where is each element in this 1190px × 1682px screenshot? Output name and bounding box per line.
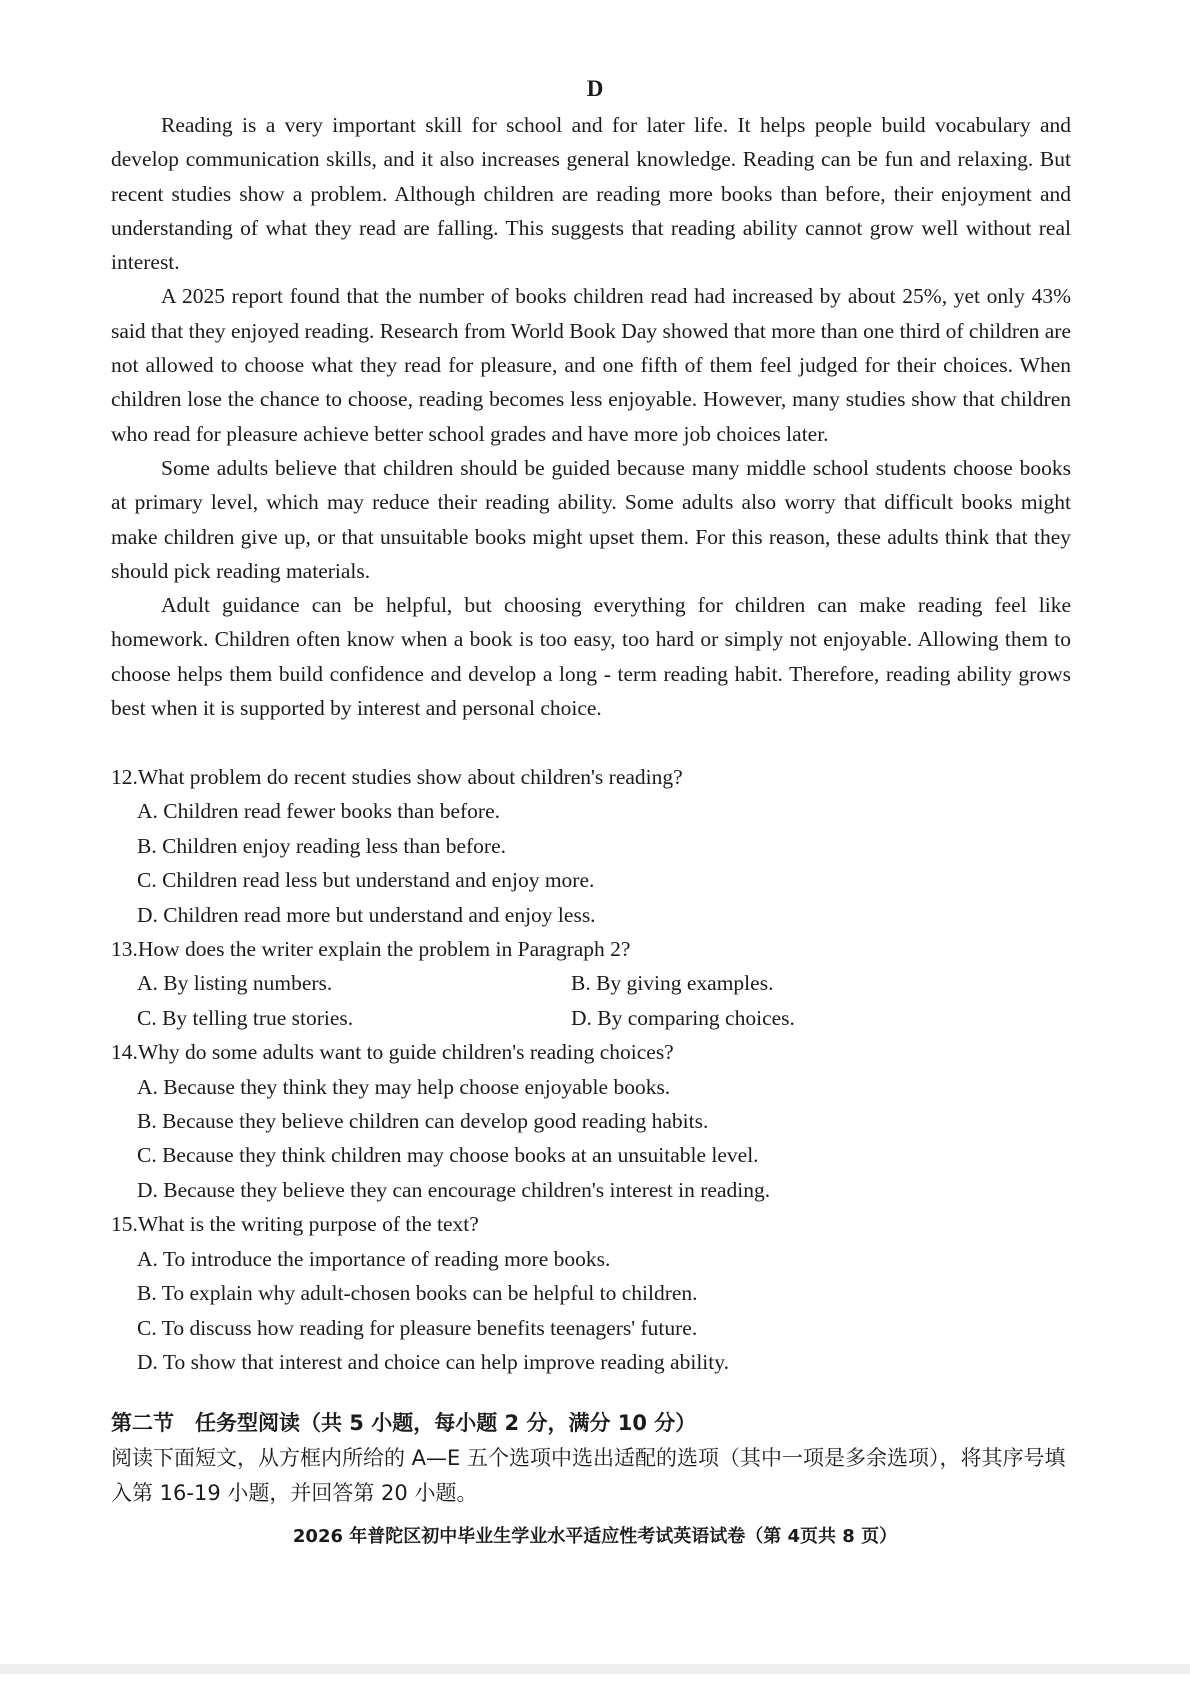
option-a: A. Children read fewer books than before. [137, 799, 500, 824]
option-d: D. By comparing choices. [571, 1005, 795, 1030]
section-2-instructions: 阅读下面短文，从方框内所给的 A—E 五个选项中选出适配的选项（其中一项是多余选项），将其序号填入第 16-19 小题，并回答第 20 小题。 [111, 1446, 1066, 1505]
option-b: B. By giving examples. [571, 971, 774, 996]
question-13 [111, 932, 1071, 1035]
question-stem: 15.What is the writing purpose of the text? [111, 1212, 479, 1237]
question-stem: 13.How does the writer explain the problem in Paragraph 2? [111, 937, 631, 962]
option-row [137, 1001, 1071, 1035]
option-d: D. To show that interest and choice can help improve reading ability. [137, 1349, 729, 1374]
option-c: C. To discuss how reading for pleasure benefits teenagers' future. [137, 1315, 698, 1340]
section-2 [111, 1406, 1071, 1511]
question-15 [111, 1207, 1071, 1379]
section-2-heading: 第二节 任务型阅读（共 5 小题，每小题 2 分，满分 10 分） [111, 1411, 697, 1435]
scan-edge [0, 1664, 1190, 1674]
page-footer: 2026 年普陀区初中毕业生学业水平适应性考试英语试卷（第 4页共 8 页） [292, 1526, 898, 1547]
option-a: A. To introduce the importance of reading more books. [137, 1246, 611, 1271]
option-b: B. Children enjoy reading less than before. [137, 833, 506, 858]
passage-paragraph-1: Reading is a very important skill for school and for later life. It helps people build vocabulary and develop communication skills, and it also increases general knowledge. Reading can be fun and relaxing. But recent studies show a problem. Although children are reading more books than before, their enjoyment and understanding of what they read are falling. This suggests that reading ability cannot grow well without real interest. [111, 113, 1071, 275]
question-stem: 14.Why do some adults want to guide children's reading choices? [111, 1040, 674, 1065]
passage-paragraph-4: Adult guidance can be helpful, but choosing everything for children can make reading feel like homework. Children often know when a book is too easy, too hard or simply not enjoyable. Allowing them to choose helps them build confidence and develop a long - term reading habit. Therefore, reading ability grows best when it is supported by interest and personal choice. [111, 593, 1071, 721]
option-d: D. Because they believe they can encourage children's interest in reading. [137, 1177, 771, 1202]
option-b: B. To explain why adult-chosen books can be helpful to children. [137, 1281, 698, 1306]
question-list [111, 760, 1071, 1379]
option-a: A. Because they think they may help choose enjoyable books. [137, 1074, 671, 1099]
question-stem: 12.What problem do recent studies show about children's reading? [111, 765, 683, 789]
question-12 [111, 760, 1071, 932]
reading-passage [111, 108, 1071, 725]
option-c: C. Children read less but understand and enjoy more. [137, 868, 595, 893]
passage-paragraph-3: Some adults believe that children should be guided because many middle school students choose books at primary level, which may reduce their reading ability. Some adults also worry that difficult books might make children give up, or that unsuitable books might upset them. For this reason, these adults think that they should pick reading materials. [111, 455, 1071, 583]
passage-paragraph-2: A 2025 report found that the number of books children read had increased by about 25%, yet only 43% said that they enjoyed reading. Research from World Book Day showed that more than one third of children are not allowed to choose what they read for pleasure, and one fifth of them feel judged for their choices. When children lose the chance to choose, reading becomes less enjoyable. However, many studies show that children who read for pleasure achieve better school grades and have more job choices later. [111, 284, 1071, 446]
option-c: C. By telling true stories. [137, 1005, 354, 1030]
section-letter: D [586, 76, 604, 101]
option-c: C. Because they think children may choose books at an unsuitable level. [137, 1143, 759, 1168]
question-14 [111, 1035, 1071, 1207]
option-b: B. Because they believe children can develop good reading habits. [137, 1109, 709, 1134]
option-a: A. By listing numbers. [137, 971, 333, 996]
option-row [137, 966, 1071, 1000]
option-d: D. Children read more but understand and enjoy less. [137, 902, 596, 927]
